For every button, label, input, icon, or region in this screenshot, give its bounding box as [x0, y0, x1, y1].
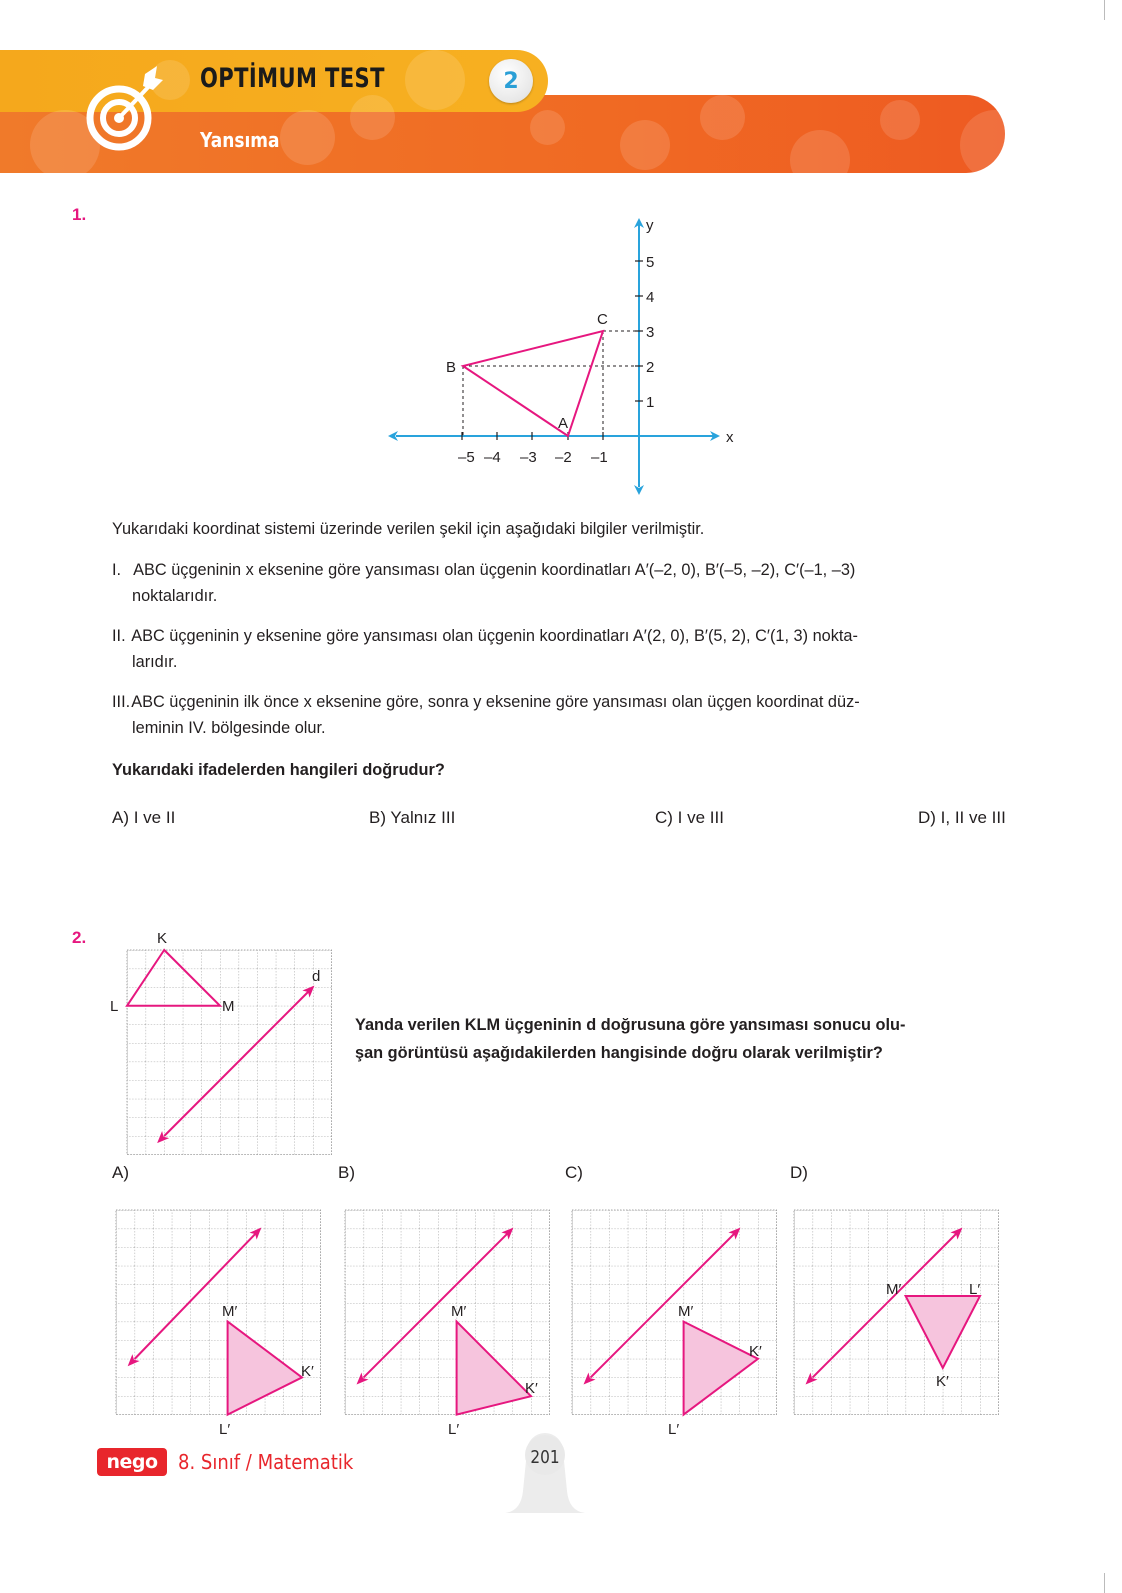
vertex-label-l: L — [110, 998, 119, 1015]
triangle-abc — [463, 331, 603, 436]
x-tick-label: –1 — [591, 449, 608, 466]
answer-option-c[interactable]: C) I ve III — [655, 808, 724, 827]
x-axis-label: x — [726, 429, 734, 446]
x-tick-label: –2 — [555, 449, 572, 466]
answer-option-b-label[interactable]: B) — [338, 1163, 355, 1182]
crop-mark — [1104, 0, 1105, 20]
point-label-a: A — [558, 415, 569, 432]
vertex-label-k: K — [157, 930, 168, 947]
answer-option-c-label[interactable]: C) — [565, 1163, 583, 1182]
y-tick-label: 1 — [646, 394, 655, 411]
test-number-badge: 2 — [489, 59, 533, 103]
question-prompt: Yukarıdaki ifadelerden hangileri doğrudur? — [112, 760, 445, 779]
vertex-label-l: L′ — [668, 1421, 680, 1438]
crop-mark — [1104, 1573, 1105, 1593]
answer-option-a-label[interactable]: A) — [112, 1163, 129, 1182]
page-number-tab — [505, 1433, 585, 1513]
vertex-label-l: L′ — [969, 1281, 981, 1298]
vertex-label-m: M′ — [451, 1303, 467, 1320]
topic-subtitle: Yansıma — [200, 128, 280, 152]
answer-option-c-figure[interactable] — [562, 1200, 787, 1438]
statement-text-cont: noktalarıdır. — [132, 586, 218, 605]
question-prompt-line1: Yanda verilen KLM üçgeninin d doğrusuna göre yansıması sonucu olu- — [355, 1015, 906, 1034]
course-label: 8. Sınıf / Matematik — [178, 1450, 354, 1474]
point-label-b: B — [446, 359, 457, 376]
coordinate-graph — [380, 205, 760, 495]
statement-text: ABC üçgeninin x eksenine göre yansıması olan üçgenin koordinatları A′(–2, 0), B′(–5, –2), C′(–1, –3) — [133, 560, 856, 579]
statement-label: II. — [112, 626, 126, 645]
vertex-label-k: K′ — [749, 1343, 762, 1360]
answer-option-a[interactable]: A) I ve II — [112, 808, 176, 827]
statement-text: ABC üçgeninin y eksenine göre yansıması olan üçgenin koordinatları A′(2, 0), B′(5, 2), C′(1, 3) nokta- — [131, 626, 858, 645]
vertex-label-l: L′ — [448, 1421, 460, 1438]
answer-option-a-figure[interactable] — [106, 1200, 331, 1438]
statement-label: III. — [112, 692, 131, 711]
statement-text: ABC üçgeninin ilk önce x eksenine göre, sonra y eksenine göre yansıması olan üçgen koordinat düz- — [131, 692, 860, 711]
vertex-label-m: M — [222, 998, 235, 1015]
x-tick-label: –4 — [484, 449, 501, 466]
answer-option-d-label[interactable]: D) — [790, 1163, 808, 1182]
test-title: OPTİMUM TEST — [200, 63, 385, 94]
x-tick-label: –5 — [458, 449, 475, 466]
vertex-label-k: K′ — [525, 1380, 538, 1397]
question-intro: Yukarıdaki koordinat sistemi üzerinde verilen şekil için aşağıdaki bilgiler verilmiştir. — [112, 519, 705, 538]
statement-label: I. — [112, 560, 122, 579]
answer-option-d[interactable]: D) I, II ve III — [918, 808, 1006, 827]
question-number: 2. — [72, 928, 87, 947]
vertex-label-k: K′ — [936, 1373, 949, 1390]
page-number: 201 — [530, 1447, 560, 1468]
vertex-label-l: L′ — [219, 1421, 231, 1438]
question-number: 1. — [72, 205, 87, 224]
axis-ticks — [462, 261, 643, 440]
y-axis-label: y — [646, 217, 654, 234]
question-prompt-line2: şan görüntüsü aşağıdakilerden hangisinde doğru olarak verilmiştir? — [355, 1043, 883, 1062]
vertex-label-m: M′ — [222, 1303, 238, 1320]
publisher-logo: nego — [97, 1448, 167, 1476]
answer-option-b-figure[interactable] — [335, 1200, 560, 1438]
y-tick-label: 4 — [646, 289, 655, 306]
statement-text-cont: larıdır. — [132, 652, 178, 671]
y-tick-label: 2 — [646, 359, 655, 376]
klm-figure — [100, 925, 340, 1155]
target-icon — [85, 62, 165, 152]
y-tick-label: 3 — [646, 324, 655, 341]
y-tick-label: 5 — [646, 254, 655, 271]
answer-option-d-figure[interactable] — [784, 1200, 1009, 1425]
statement-text-cont: leminin IV. bölgesinde olur. — [132, 718, 326, 737]
line-label-d: d — [312, 968, 321, 985]
vertex-label-m: M′ — [678, 1303, 694, 1320]
vertex-label-m: M′ — [886, 1281, 902, 1298]
point-label-c: C — [597, 311, 608, 328]
answer-option-b[interactable]: B) Yalnız III — [369, 808, 456, 827]
vertex-label-k: K′ — [301, 1363, 314, 1380]
x-tick-label: –3 — [520, 449, 537, 466]
